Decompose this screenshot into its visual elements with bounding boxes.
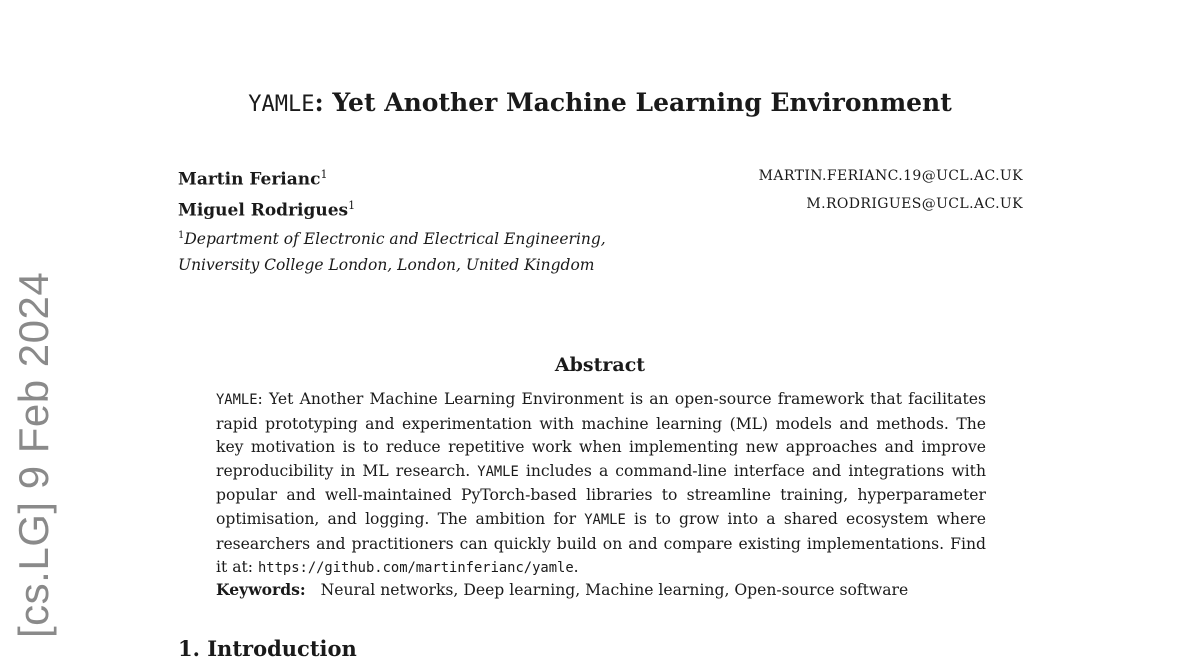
affiliation-line-1: Department of Electronic and Electrical Engineering, [184,230,606,249]
author-2-email[interactable]: M.RODRIGUES@UCL.AC.UK [806,196,1023,212]
abstract-text-3: is to grow into a shared ecosystem where researchers and practitioners can quickly build on and compare existing implementations. Find it at: [216,509,986,577]
affiliation [178,223,606,278]
author-2-name: Miguel Rodrigues [178,200,349,221]
arxiv-stamp: [cs.LG] 9 Feb 2024 [10,271,57,638]
paper-title [0,88,1200,117]
section-heading: 1. Introduction [178,636,357,661]
keywords-label: Keywords: [216,580,306,599]
affiliation-line-2: University College London, London, United Kingdom [178,256,595,275]
abstract-project-name-1: YAMLE [216,392,258,408]
abstract-project-name-2: YAMLE [477,463,519,480]
keywords-text: Neural networks, Deep learning, Machine learning, Open-source software [320,581,909,599]
author-2 [178,193,606,224]
author-2-sup: 1 [348,198,356,212]
author-1-sup: 1 [320,168,328,181]
author-block [178,162,606,278]
title-project-name: YAMLE [248,92,315,117]
abstract-project-name-3: YAMLE [584,511,626,528]
abstract-body [216,388,986,581]
abstract-end: . [573,558,579,577]
author-1-email[interactable]: MARTIN.FERIANC.19@UCL.AC.UK [758,168,1023,184]
author-1 [178,162,606,193]
affiliation-sup: 1 [178,230,185,242]
keywords [216,580,986,599]
abstract-heading: Abstract [554,354,646,376]
author-1-name: Martin Ferianc [178,169,321,190]
github-link[interactable]: https://github.com/martinferianc/yamle [257,560,574,577]
abstract-text-2: includes a command-line interface and integrations with popular and well-maintained PyTorch-based libraries to streamline training, hyperparameter optimisation, and logging. The ambition for [216,461,986,528]
abstract-text-1: : Yet Another Machine Learning Environment is an open-source framework that facilitates rapid prototyping and experimentation with machine learning (ML) models and methods. The key motivation is to reduce repetitive work when implementing new approaches and improve reproducibility in ML research. [216,390,986,480]
title-rest: : Yet Another Machine Learning Environment [314,88,952,117]
email-block [759,162,1023,218]
